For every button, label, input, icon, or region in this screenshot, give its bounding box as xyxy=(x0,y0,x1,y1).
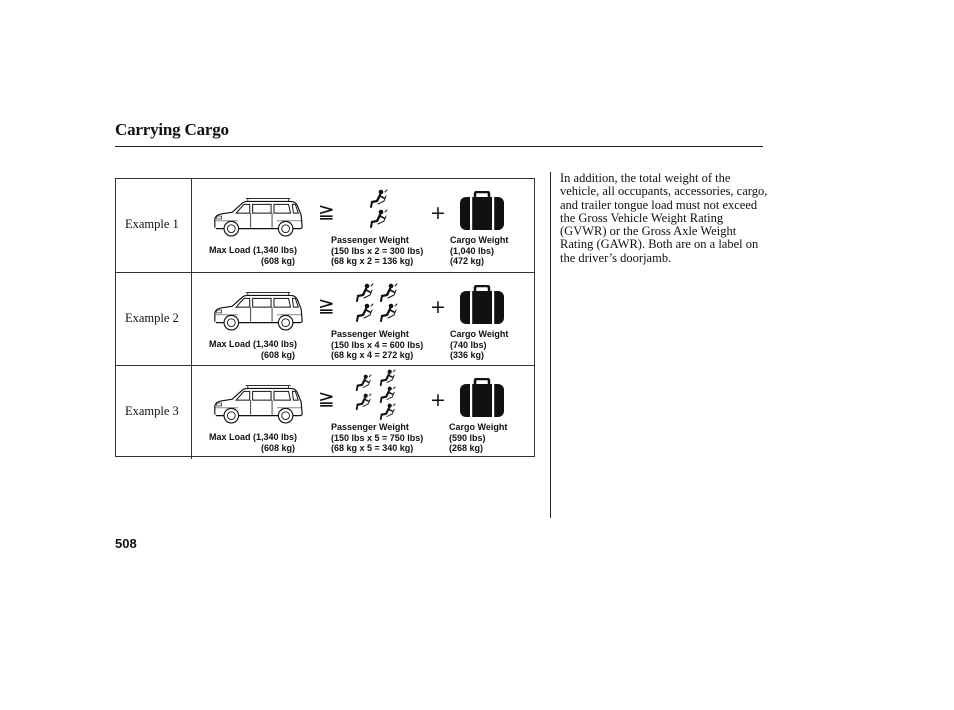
seated-passenger-icon xyxy=(378,303,398,323)
seated-passenger-icon xyxy=(368,209,388,229)
plus-symbol: + xyxy=(430,389,446,411)
seated-passenger-icon xyxy=(378,369,396,387)
page-number: 508 xyxy=(115,536,137,551)
suv-icon xyxy=(209,193,306,241)
example-row xyxy=(116,365,535,459)
suv-icon xyxy=(209,380,306,428)
column-divider xyxy=(191,366,192,459)
cargo-examples-table xyxy=(115,178,535,457)
greater-equal-symbol: ≧ xyxy=(318,293,335,317)
suv-icon xyxy=(209,287,306,335)
seated-passenger-icon xyxy=(354,283,374,303)
seated-passenger-icon xyxy=(354,374,372,392)
passenger-weight-caption: Passenger Weight (150 lbs x 5 = 750 lbs) (68 kg x 5 = 340 kg) xyxy=(331,422,424,453)
example-label: Example 3 xyxy=(125,404,179,418)
example-row xyxy=(116,179,535,272)
seated-passenger-icon xyxy=(378,283,398,303)
seated-passenger-icon xyxy=(354,303,374,323)
cargo-weight-caption: Cargo Weight (1,040 lbs) (472 kg) xyxy=(450,235,509,266)
page-title: Carrying Cargo xyxy=(115,120,229,139)
seated-passenger-icon xyxy=(378,386,396,404)
cargo-weight-caption: Cargo Weight (590 lbs) (268 kg) xyxy=(449,422,508,453)
luggage-icon xyxy=(459,378,505,418)
greater-equal-symbol: ≧ xyxy=(318,386,335,410)
passenger-weight-caption: Passenger Weight (150 lbs x 4 = 600 lbs) (68 kg x 4 = 272 kg) xyxy=(331,329,424,360)
column-separator xyxy=(550,172,551,518)
gvwr-note: In addition, the total weight of the vehicle, all occupants, accessories, cargo, and trailer tongue load must not exceed the Gross Vehicle Weight Rating (GVWR) or the Gross Axle Weight Rating (GAWR). Both are on a label on the driver’s doorjamb. xyxy=(560,171,768,265)
greater-equal-symbol: ≧ xyxy=(318,199,335,223)
seated-passenger-icon xyxy=(378,403,396,421)
example-label: Example 1 xyxy=(125,217,179,231)
max-load-caption: Max Load (1,340 lbs) (608 kg) xyxy=(209,339,298,360)
max-load-caption: Max Load (1,340 lbs) (608 kg) xyxy=(209,432,298,453)
seated-passenger-icon xyxy=(354,393,372,411)
title-rule xyxy=(115,146,763,147)
max-load-caption: Max Load (1,340 lbs) (608 kg) xyxy=(209,245,298,266)
cargo-weight-caption: Cargo Weight (740 lbs) (336 kg) xyxy=(450,329,509,360)
luggage-icon xyxy=(459,285,505,325)
plus-symbol: + xyxy=(430,296,446,318)
column-divider xyxy=(191,273,192,366)
passenger-weight-caption: Passenger Weight (150 lbs x 2 = 300 lbs) (68 kg x 2 = 136 kg) xyxy=(331,235,424,266)
plus-symbol: + xyxy=(430,202,446,224)
example-row xyxy=(116,272,535,366)
seated-passenger-icon xyxy=(368,189,388,209)
example-label: Example 2 xyxy=(125,311,179,325)
luggage-icon xyxy=(459,191,505,231)
column-divider xyxy=(191,179,192,272)
